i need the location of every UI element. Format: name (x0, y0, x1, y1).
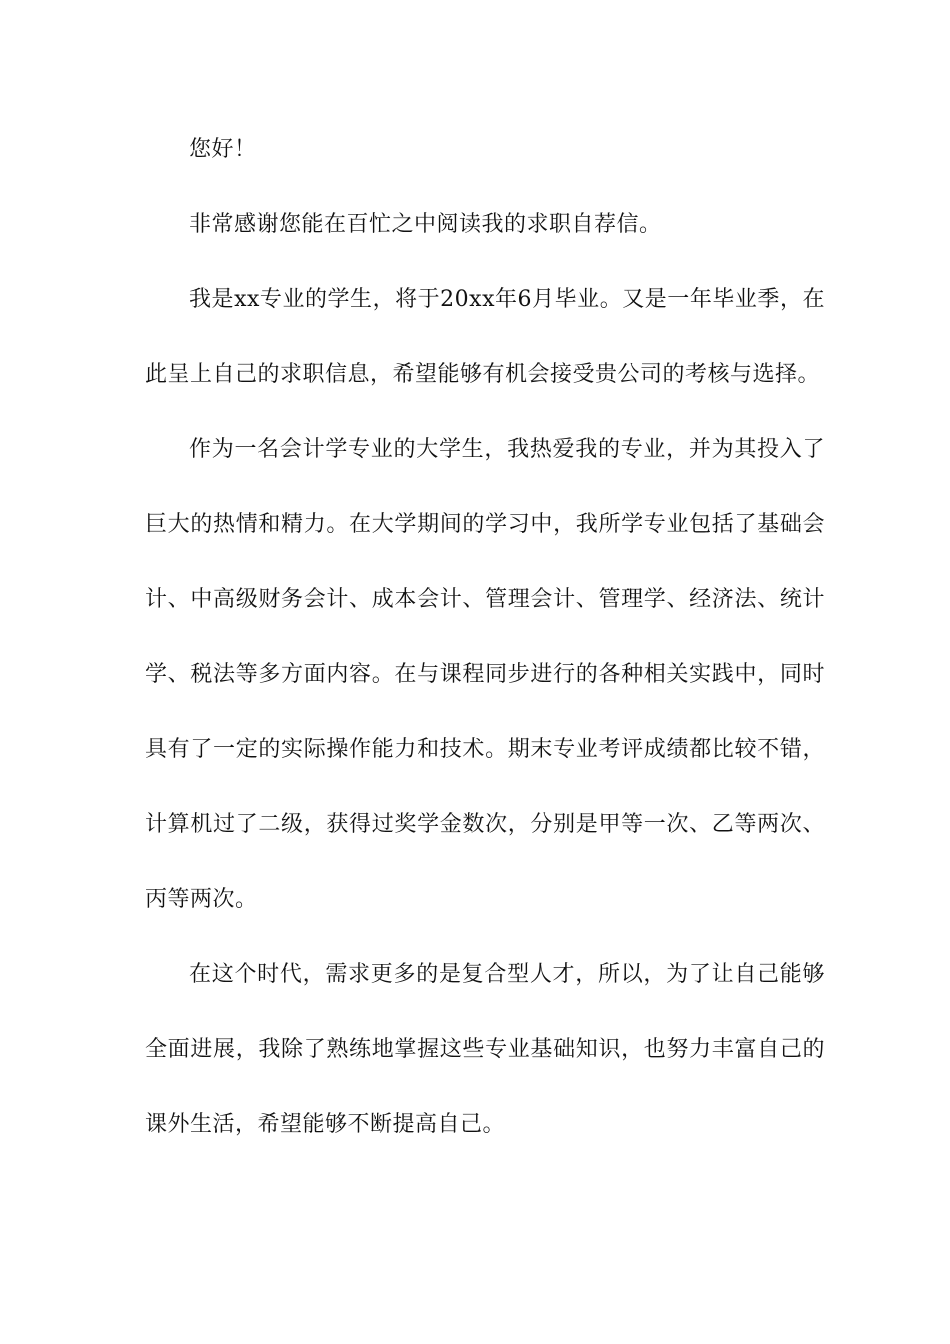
paragraph-major: 作为一名会计学专业的大学生，我热爱我的专业，并为其投入了巨大的热情和精力。在大学期间的学习中，我所学专业包括了基础会计、中高级财务会计、成本会计、管理会计、管理学、经济法、统计学、税法等多方面内容。在与课程同步进行的各种相关实践中，同时具有了一定的实际操作能力和技术。期末专业考评成绩都比较不错，计算机过了二级，获得过奖学金数次，分别是甲等一次、乙等两次、丙等两次。 (145, 437, 825, 912)
paragraph-era: 在这个时代，需求更多的是复合型人才，所以，为了让自己能够全面进展，我除了熟练地掌握这些专业基础知识，也努力丰富自己的课外生活，希望能够不断提高自己。 (145, 962, 825, 1137)
paragraph-thanks: 非常感谢您能在百忙之中阅读我的求职自荐信。 (189, 212, 662, 237)
greeting: 您好！ (189, 137, 257, 162)
letter-body (145, 112, 825, 1162)
paragraph-intro: 我是xx专业的学生，将于20xx年6月毕业。又是一年毕业季，在此呈上自己的求职信息，希望能够有机会接受贵公司的考核与选择。 (145, 287, 825, 387)
